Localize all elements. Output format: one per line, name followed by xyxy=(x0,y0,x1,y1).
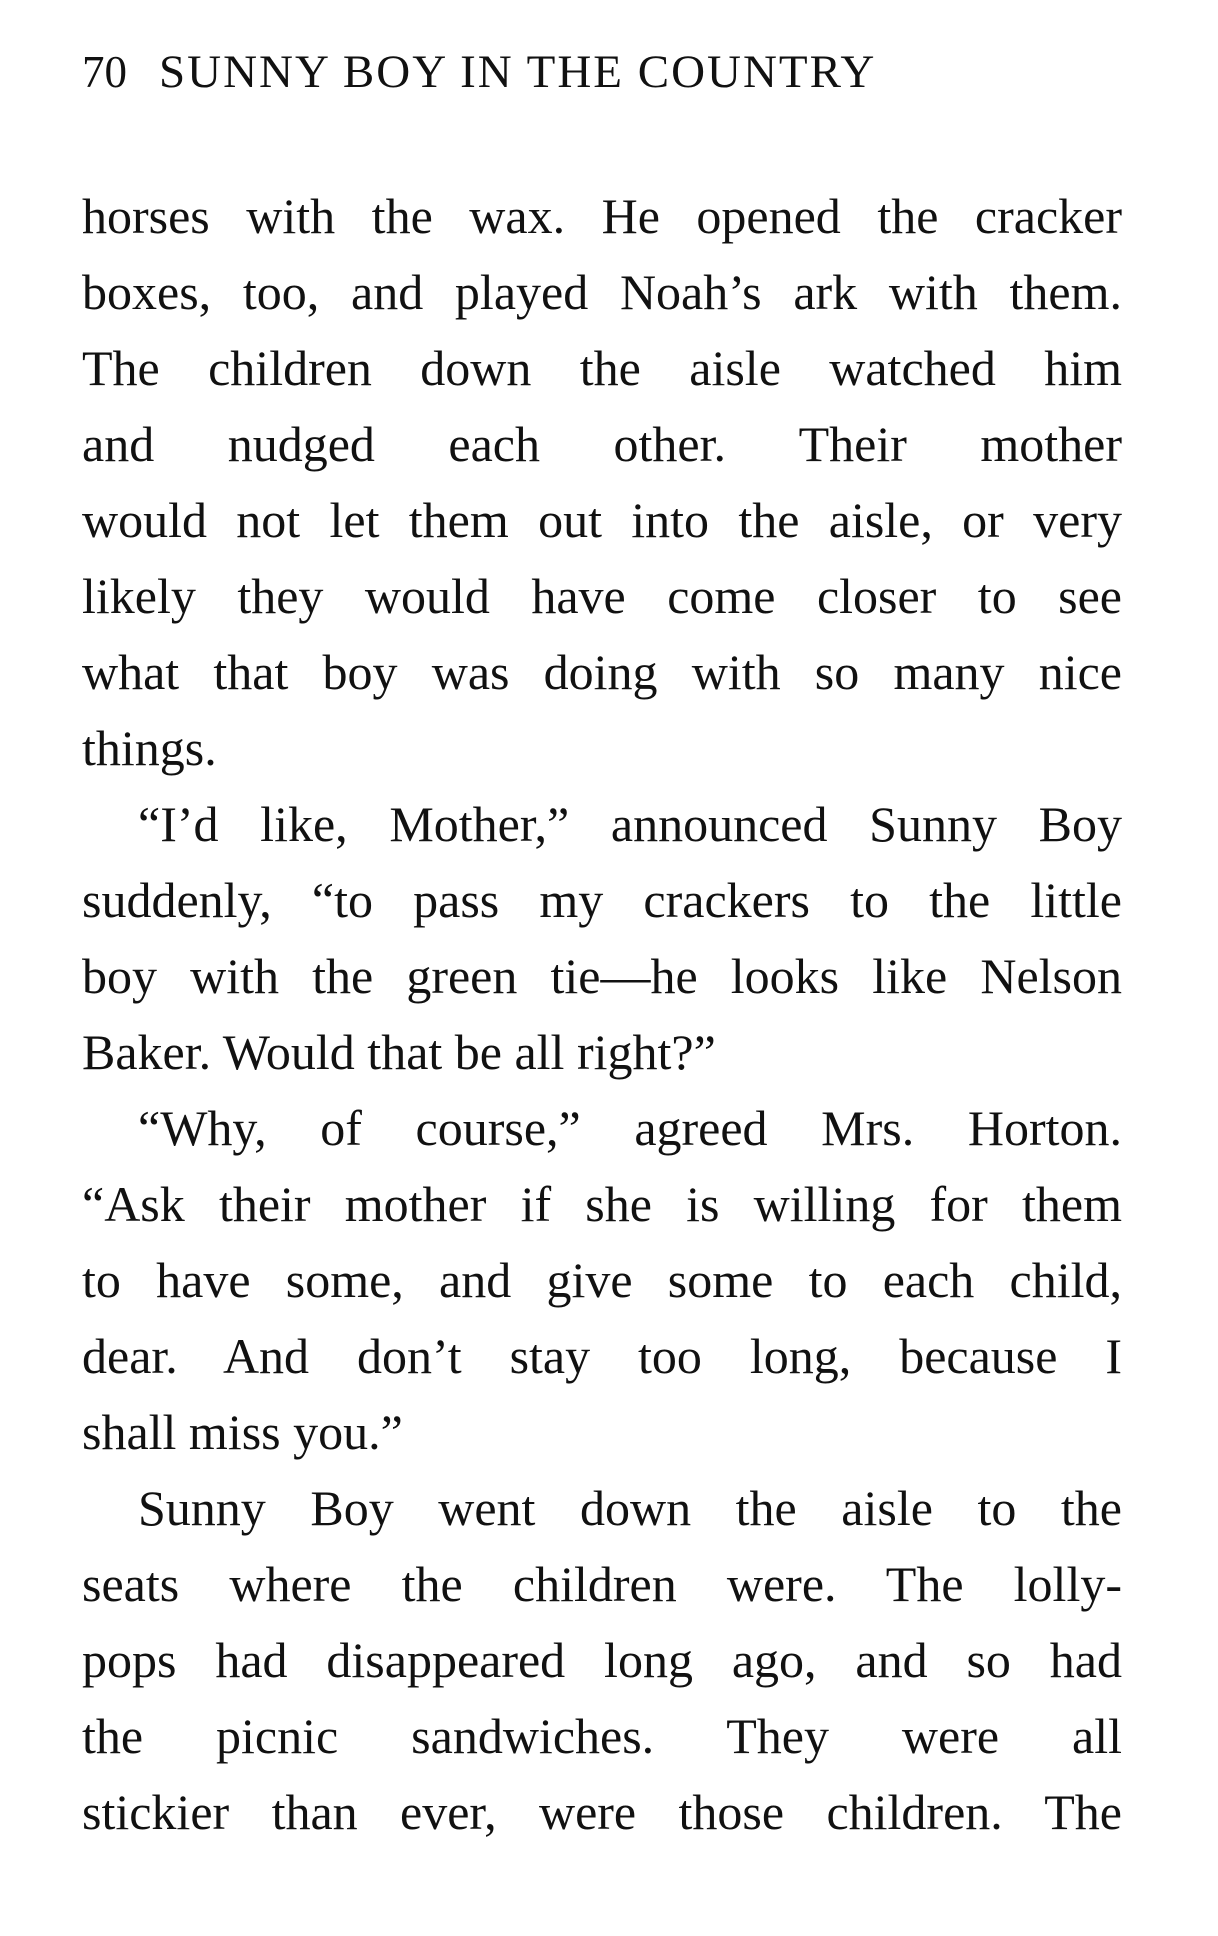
body-text xyxy=(82,178,1122,1850)
text-line: horses with the wax. He opened the cracker xyxy=(82,188,1122,244)
text-line: likely they would have come closer to see xyxy=(82,568,1122,624)
text-line: suddenly, “to pass my crackers to the little xyxy=(82,872,1122,928)
page-number: 70 xyxy=(82,47,127,97)
text-line: dear. And don’t stay too long, because I xyxy=(82,1328,1122,1384)
text-line: to have some, and give some to each child, xyxy=(82,1252,1122,1308)
book-page xyxy=(82,36,1122,1850)
text-line: boxes, too, and played Noah’s ark with them. xyxy=(82,264,1122,320)
paragraph xyxy=(82,786,1122,1090)
text-line: would not let them out into the aisle, or very xyxy=(82,492,1122,548)
text-line: “Why, of course,” agreed Mrs. Horton. xyxy=(138,1100,1122,1156)
text-line: pops had disappeared long ago, and so had xyxy=(82,1632,1122,1688)
text-line: what that boy was doing with so many nice xyxy=(82,644,1122,700)
text-line: boy with the green tie—he looks like Nelson xyxy=(82,948,1122,1004)
text-line: stickier than ever, were those children. The xyxy=(82,1784,1122,1840)
text-line: Baker. Would that be all right?” xyxy=(82,1024,716,1080)
running-title: SUNNY BOY IN THE COUNTRY xyxy=(159,46,877,98)
text-line: the picnic sandwiches. They were all xyxy=(82,1708,1122,1764)
paragraph xyxy=(82,1470,1122,1850)
text-line: and nudged each other. Their mother xyxy=(82,416,1122,472)
text-line: “Ask their mother if she is willing for them xyxy=(82,1176,1122,1232)
paragraph xyxy=(82,178,1122,786)
text-line: things. xyxy=(82,720,217,776)
text-line: The children down the aisle watched him xyxy=(82,340,1122,396)
text-line: “I’d like, Mother,” announced Sunny Boy xyxy=(138,796,1122,852)
text-line: Sunny Boy went down the aisle to the xyxy=(138,1480,1122,1536)
text-line: seats where the children were. The lolly- xyxy=(82,1556,1122,1612)
running-head xyxy=(82,36,1122,108)
text-line: shall miss you.” xyxy=(82,1404,403,1460)
paragraph xyxy=(82,1090,1122,1470)
